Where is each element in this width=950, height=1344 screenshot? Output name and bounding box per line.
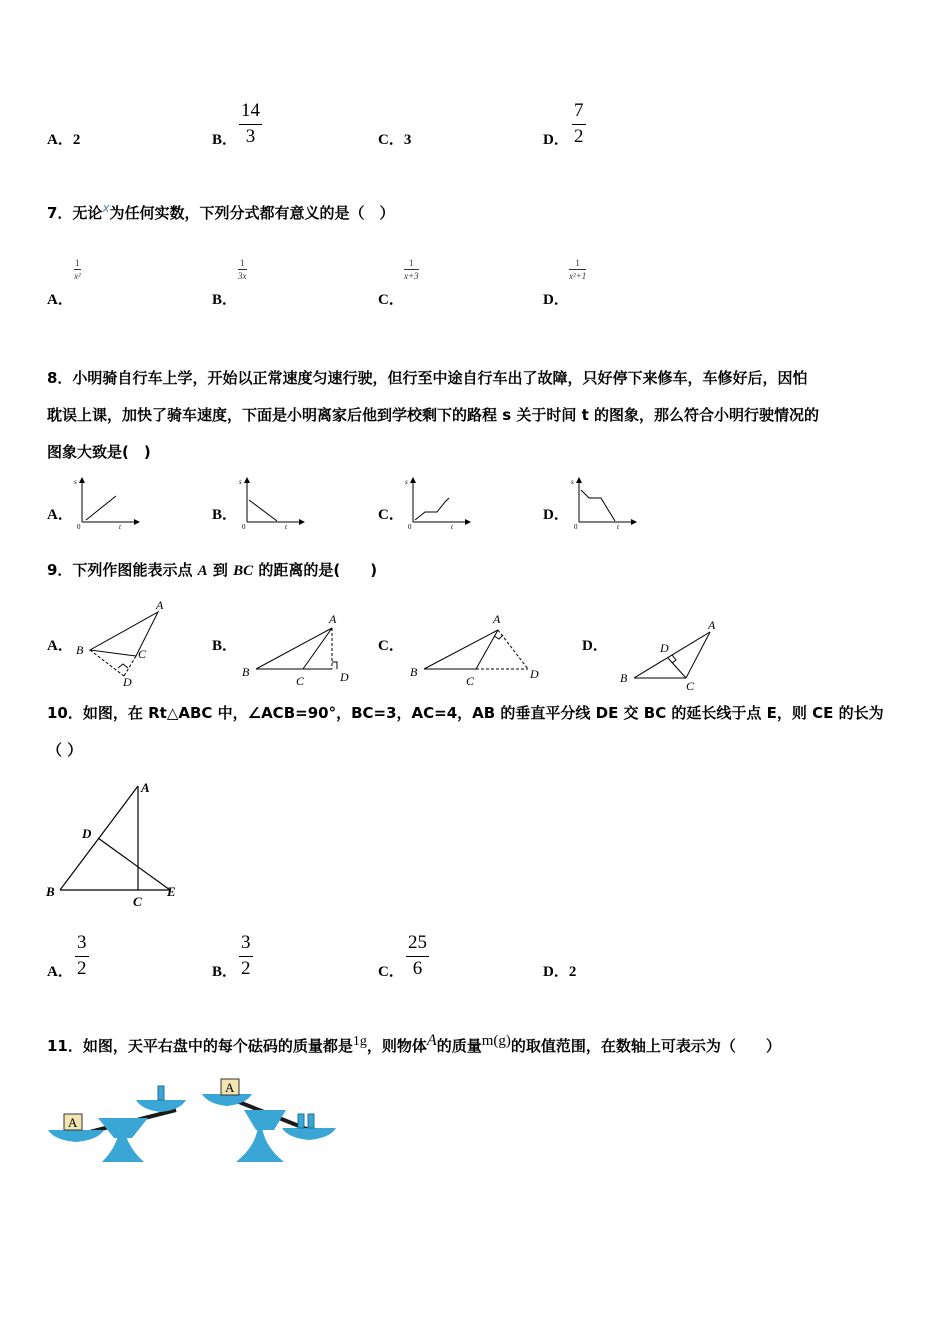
q7-option-a[interactable]: A． [47,292,73,308]
svg-text:s: s [571,478,574,486]
q9-stem: 9．下列作图能表示点 A 到 BC 的距离的是( ) [47,561,378,579]
q7-option-d[interactable]: D． [543,292,569,308]
svg-text:A: A [156,598,164,612]
q8-graph-c [403,476,473,530]
svg-text:C: C [138,647,147,661]
svg-text:0: 0 [574,523,578,530]
svg-text:D: D [340,670,349,684]
q7-option-b[interactable]: B． [212,292,238,308]
q8-graph-d [569,476,639,530]
q8-graph-b [237,476,307,530]
svg-text:A: A [329,612,337,626]
svg-text:D: D [660,641,669,655]
q7-option-a-fraction: 1 x² [74,258,81,281]
q6-option-c[interactable]: C．3 [378,132,412,148]
q11-balance-figure [46,1074,346,1170]
svg-text:C: C [466,674,475,688]
q8-option-b[interactable]: B． [212,507,238,523]
q7-option-c[interactable]: C． [378,292,404,308]
svg-text:t: t [119,523,121,530]
q6-option-a[interactable]: A．2 [47,132,81,148]
q10-option-c-fraction: 25 6 [408,932,427,979]
balance-left [48,1086,186,1162]
svg-text:t: t [617,523,619,530]
q9-figure-a [70,596,180,692]
svg-text:C: C [296,674,305,688]
svg-text:B: B [242,665,250,679]
q10-stem-line-1: 10．如图，在 Rt△ABC 中，∠ACB=90°，BC=3，AC=4，AB 的垂直平分线 DE 交 BC 的延长线于点 E，则 CE 的长为 [47,704,884,722]
q10-figure [42,772,192,912]
svg-text:C: C [133,894,142,909]
q9-option-a[interactable]: A． [47,638,73,654]
q6-option-d[interactable]: D． [543,132,569,148]
q6-option-d-fraction: 7 2 [574,100,584,147]
q10-stem-line-2: （ ） [47,741,83,759]
q7-option-d-fraction: 1 x²+1 [569,258,587,281]
svg-text:A: A [141,780,150,795]
q11-stem: 11．如图，天平右盘中的每个砝码的质量都是$^{1g}$，则物体$^A$的质量$^{m(g)}$的取值范围，在数轴上可表示为（ ） [47,1032,781,1055]
q9-option-b[interactable]: B． [212,638,238,654]
svg-text:s: s [74,478,77,486]
svg-text:0: 0 [77,523,81,530]
q8-option-c[interactable]: C． [378,507,404,523]
svg-text:D: D [123,675,132,689]
svg-text:t: t [451,523,453,530]
svg-text:B: B [76,643,84,657]
svg-text:t: t [285,523,287,530]
q9-figure-c [404,606,554,688]
svg-text:s: s [239,478,242,486]
svg-text:A: A [708,618,716,632]
q6-option-b[interactable]: B． [212,132,238,148]
q8-stem-line-1: 8．小明骑自行车上学，开始以正常速度匀速行驶，但行至中途自行车出了故障，只好停下来修车，车修好后，因怕 [47,369,808,387]
q10-option-c[interactable]: C． [378,964,404,980]
q7-stem: 7．无论$^x$为任何实数，下列分式都有意义的是（ ） [47,201,395,222]
svg-text:B: B [46,884,55,899]
q7-option-b-fraction: 1 3x [238,258,247,281]
q8-stem-line-3: 图象大致是( ) [47,443,151,461]
svg-text:0: 0 [242,523,246,530]
svg-text:D: D [530,667,539,681]
q6-option-b-fraction: 14 3 [241,100,260,147]
q9-figure-b [236,606,356,688]
svg-text:s: s [405,478,408,486]
q8-option-a[interactable]: A． [47,507,73,523]
svg-text:0: 0 [408,523,412,530]
svg-text:C: C [686,679,695,692]
q9-option-c[interactable]: C． [378,638,404,654]
svg-text:A: A [493,612,501,626]
q9-option-d[interactable]: D． [582,638,608,654]
q10-option-a-fraction: 3 2 [77,932,87,979]
balance-right [202,1079,336,1162]
svg-text:B: B [410,665,418,679]
q8-stem-line-2: 耽误上课，加快了骑车速度，下面是小明离家后他到学校剩下的路程 s 关于时间 t 的图象，那么符合小明行驶情况的 [47,406,819,424]
q8-option-d[interactable]: D． [543,507,569,523]
q10-option-b[interactable]: B． [212,964,238,980]
svg-text:A: A [68,1115,78,1130]
q10-option-a[interactable]: A． [47,964,73,980]
q10-option-b-fraction: 3 2 [241,932,251,979]
q10-option-d[interactable]: D．2 [543,964,577,980]
q8-graph-a [72,476,142,530]
svg-text:E: E [167,884,176,899]
q7-option-c-fraction: 1 x+3 [404,258,419,281]
svg-text:A: A [225,1080,235,1095]
q9-figure-d [614,614,726,692]
svg-text:D: D [82,826,92,841]
svg-text:B: B [620,671,628,685]
